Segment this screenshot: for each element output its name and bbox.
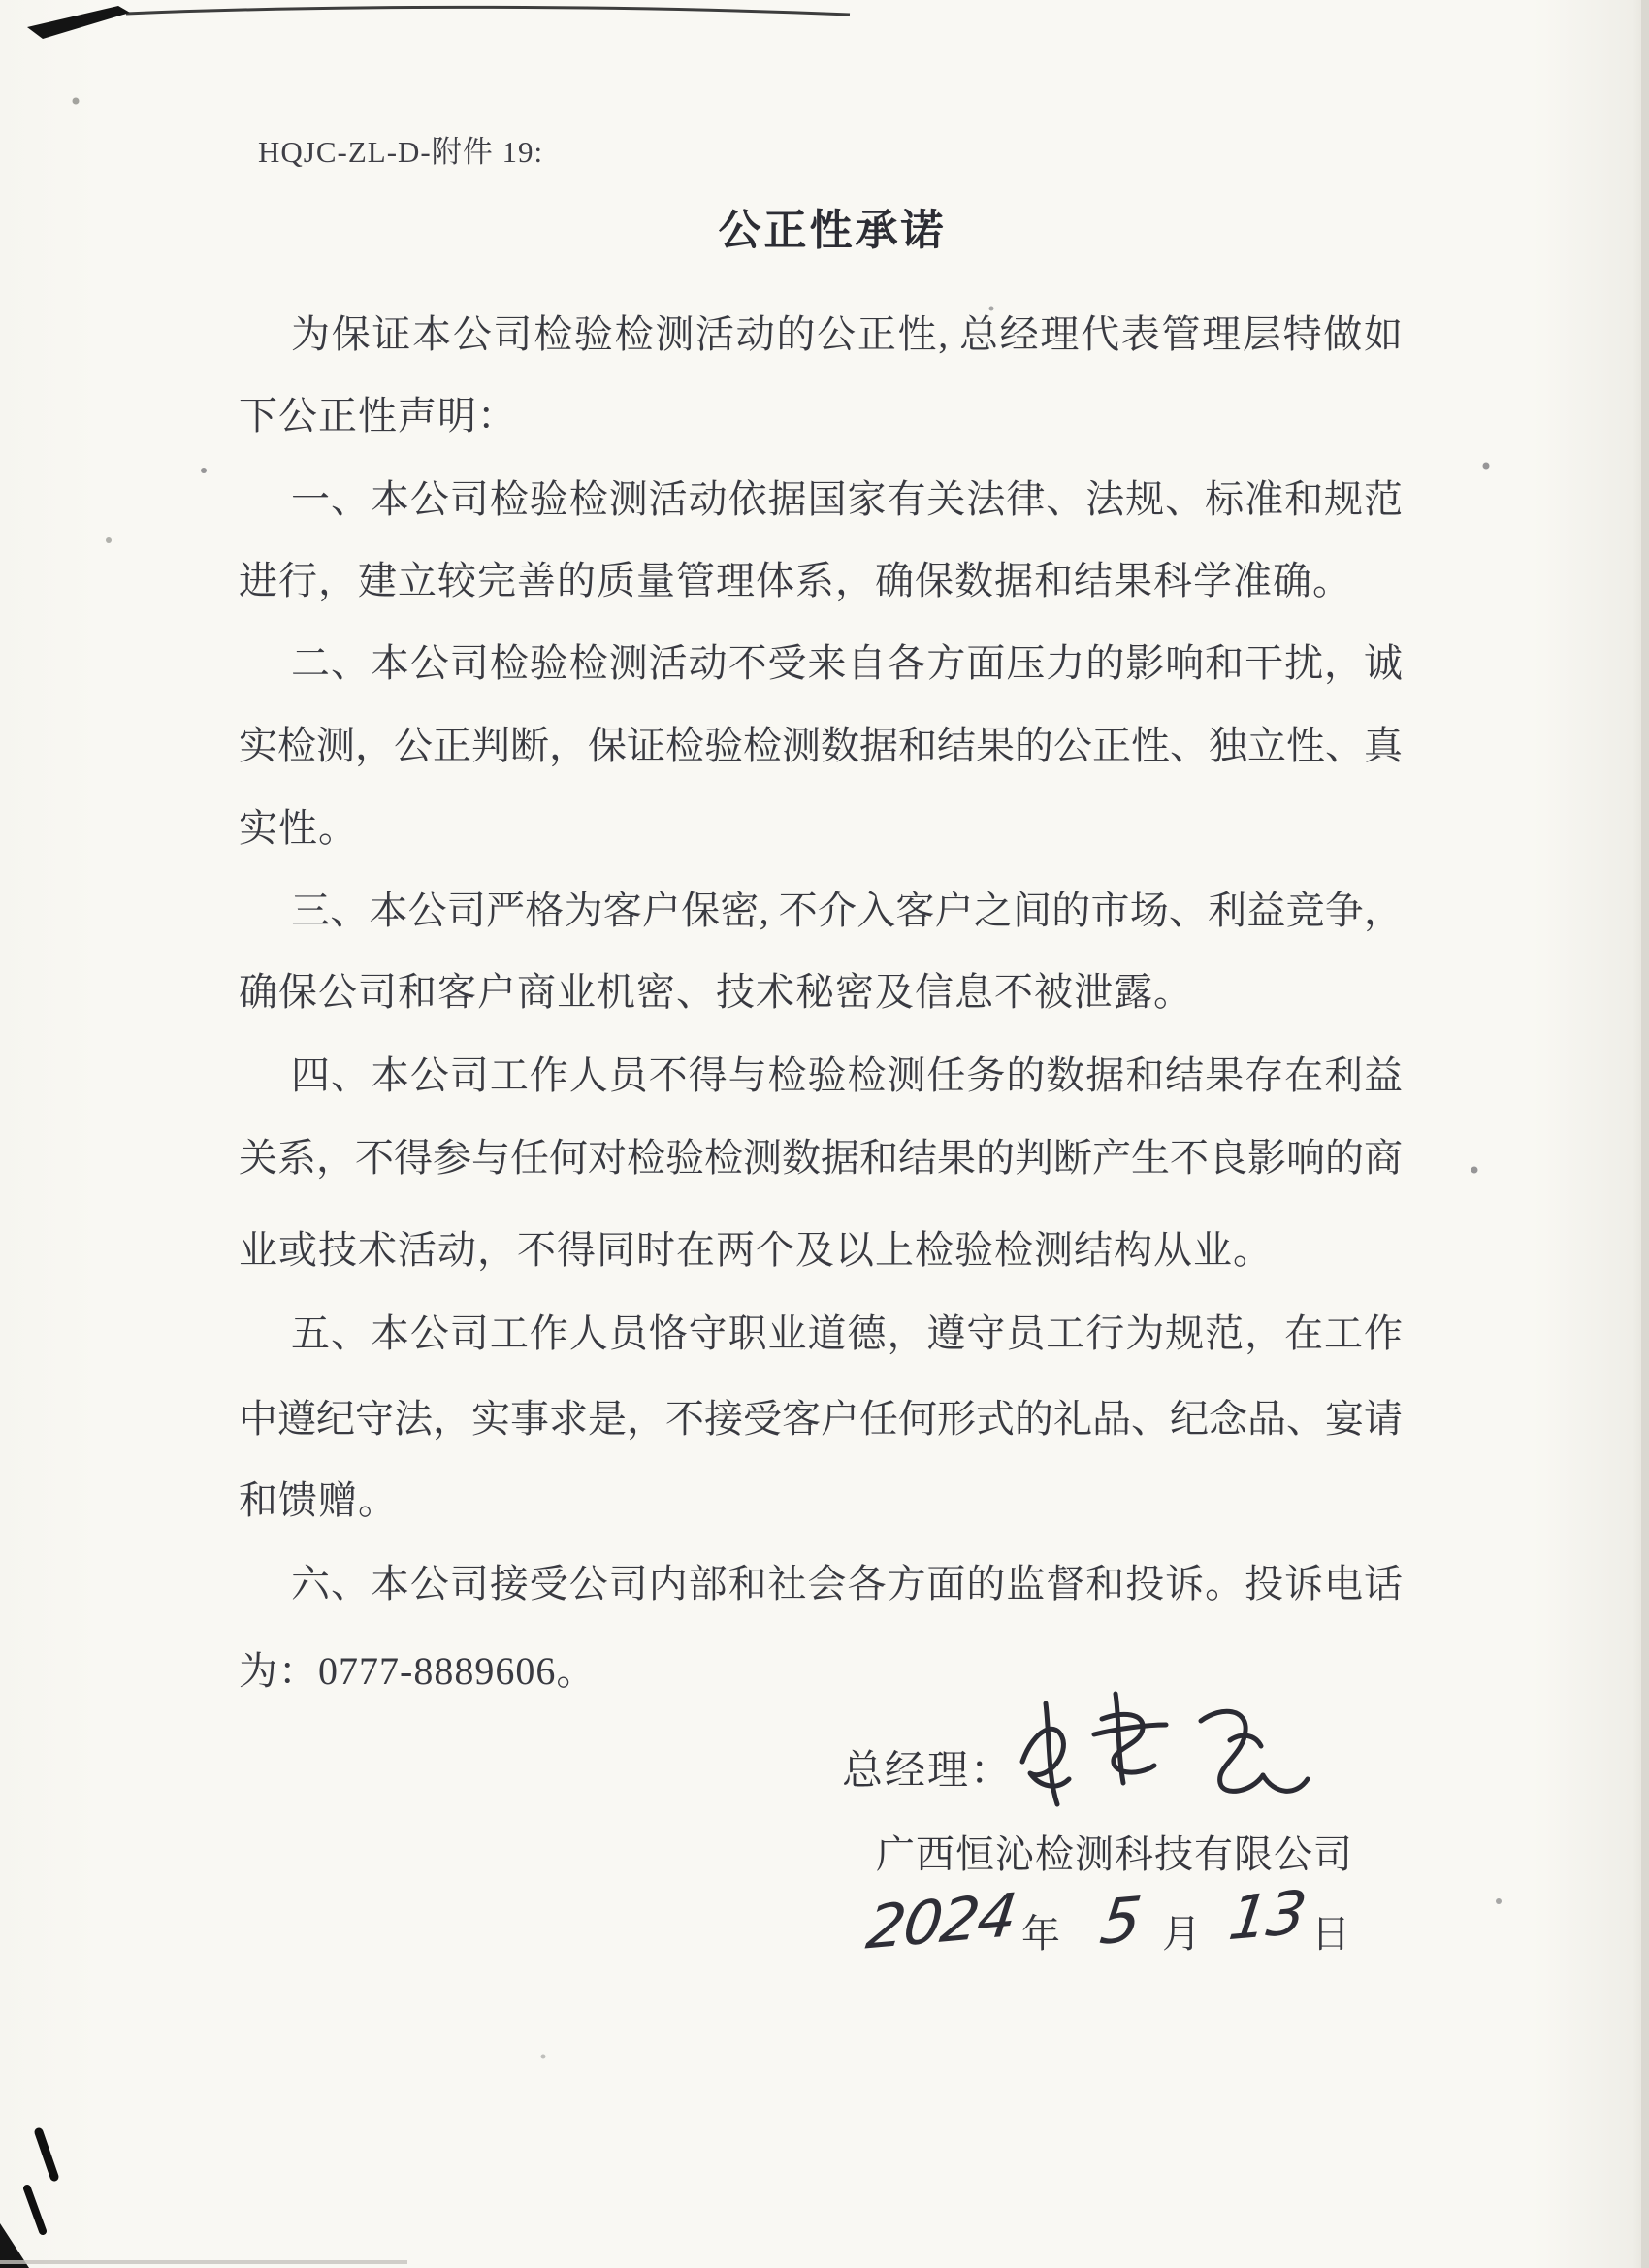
handwritten-signature bbox=[1001, 1686, 1321, 1831]
body-line: 业或技术活动，不得同时在两个及以上检验检测结构从业。 bbox=[239, 1228, 1273, 1272]
body-line: 实性。 bbox=[239, 806, 358, 850]
body-line: 进行，建立较完善的质量管理体系，确保数据和结果科学准确。 bbox=[239, 559, 1352, 602]
handwritten-day: 13 bbox=[1224, 1876, 1310, 1955]
body-line: 关系，不得参与任何对检验检测数据和结果的判断产生不良影响的商 bbox=[239, 1136, 1403, 1180]
body-line: 确保公司和客户商业机密、技术秘密及信息不被泄露。 bbox=[239, 970, 1193, 1014]
body-line: 实检测，公正判断，保证检验检测数据和结果的公正性、独立性、真 bbox=[239, 724, 1403, 767]
body-line: 四、本公司工作人员不得与检验检测任务的数据和结果存在利益 bbox=[291, 1053, 1403, 1097]
body-line: 六、本公司接受公司内部和社会各方面的监督和投诉。投诉电话 bbox=[291, 1562, 1403, 1605]
body-line: 为保证本公司检验检测活动的公正性, 总经理代表管理层特做如 bbox=[291, 312, 1403, 356]
body-line: 五、本公司工作人员恪守职业道德，遵守员工行为规范，在工作 bbox=[291, 1312, 1403, 1355]
body-line: 下公正性声明： bbox=[239, 394, 517, 437]
body-line: 中遵纪守法，实事求是，不接受客户任何形式的礼品、纪念品、宴请 bbox=[239, 1397, 1403, 1441]
month-character: 月 bbox=[1162, 1912, 1201, 1956]
day-character: 日 bbox=[1311, 1912, 1350, 1956]
company-name: 广西恒沁检测科技有限公司 bbox=[876, 1832, 1353, 1876]
body-line: 为：0777-8889606。 bbox=[239, 1649, 597, 1693]
handwritten-year: 2024 bbox=[862, 1879, 1019, 1963]
body-line: 和馈赠。 bbox=[239, 1478, 398, 1522]
document-title: 公正性承诺 bbox=[718, 207, 947, 254]
document-code: HQJC-ZL-D-附件 19: bbox=[258, 135, 544, 169]
general-manager-label: 总经理： bbox=[842, 1749, 1014, 1794]
body-line: 二、本公司检验检测活动不受来自各方面压力的影响和干扰，诚 bbox=[291, 641, 1403, 685]
handwritten-month: 5 bbox=[1096, 1884, 1146, 1960]
body-line: 一、本公司检验检测活动依据国家有关法律、法规、标准和规范 bbox=[291, 477, 1403, 521]
body-line: 三、本公司严格为客户保密, 不介入客户之间的市场、利益竞争， bbox=[291, 889, 1403, 932]
year-character: 年 bbox=[1021, 1912, 1060, 1956]
